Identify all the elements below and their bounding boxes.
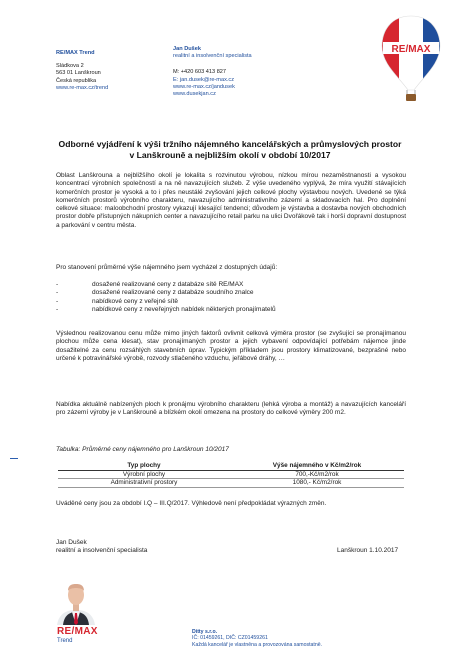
address-line: Česká republika bbox=[56, 77, 97, 84]
signature-block bbox=[56, 539, 147, 556]
list-item: - nabídkové ceny z veřejné sítě bbox=[56, 297, 178, 305]
margin-mark bbox=[10, 458, 18, 459]
footer-logo-text: RE/MAX bbox=[57, 626, 98, 637]
signature-name: Jan Dušek bbox=[56, 539, 87, 546]
table-cell: Administrativní prostory bbox=[58, 479, 230, 488]
footer-logo bbox=[57, 627, 98, 645]
phone-line: M: +420 603 413 827 bbox=[173, 69, 227, 76]
table-row bbox=[58, 470, 404, 479]
supply-paragraph: Nabídka aktuálně nabízených ploch k pronájmu výrobního charakteru (lehká výroba a montáž) a navazujících kanceláří pro zázemí výroby je v Lanškrouně a blízkém okolí omezena na prostory do celkové výměry 200 m2. bbox=[56, 401, 406, 417]
agent-website-link[interactable]: www.re-max.cz/jandusek bbox=[173, 83, 235, 90]
company-address-block bbox=[56, 50, 166, 92]
balloon-logo-text: RE/MAX bbox=[391, 44, 431, 55]
footer-company-info bbox=[192, 629, 322, 648]
list-item: - dosažené realizované ceny z databáze soudního znalce bbox=[56, 289, 254, 297]
rent-price-table bbox=[58, 462, 404, 488]
column-header: Výše nájemného v Kč/m2/rok bbox=[230, 462, 404, 470]
remax-balloon-logo bbox=[380, 14, 442, 115]
price-factors-paragraph: Výslednou realizovanou cenu může mimo jiných faktorů ovlivnit celková výměra prostor (se zvyšující se pronajímanou plochou může cena klesat), stav pronajímaných prostor a jejich vybavení odpovídající potřebám nájemce jinde dosažitelné za cenu rozsáhlých stavebních úprav. Typickým příkladem jsou prostory klimatizované, bezprašné nebo určené k potravinářské výrobě, rozvody stlačeného vzduchu, jeřábové dráhy, … bbox=[56, 330, 406, 362]
agent-name: Jan Dušek bbox=[173, 46, 201, 52]
email-link[interactable]: E: jan.dusek@re-max.cz bbox=[173, 76, 235, 83]
table-cell: Výrobní plochy bbox=[58, 470, 230, 479]
address-line: 563 01 Lanškroun bbox=[56, 70, 101, 77]
signature-role: realitní a insolvenční specialista bbox=[56, 547, 148, 555]
footer-note: Každá kancelář je vlastněna a provozována samostatně. bbox=[192, 641, 323, 648]
table-row bbox=[58, 479, 404, 488]
table-cell: 700,-Kč/m2/rok bbox=[230, 470, 404, 479]
footer-logo-sub: Trend bbox=[57, 638, 73, 644]
agent-contact-block bbox=[173, 46, 293, 98]
footer-ids: IČ: 01459261, DIČ: CZ01459261 bbox=[192, 635, 268, 642]
list-item: - dosažené realizované ceny z databáze sítě RE/MAX bbox=[56, 281, 244, 288]
market-overview-paragraph: Oblast Lanškrouna a nejbližšího okolí je lokalita s rozvinutou výrobou, nízkou mírou nezaměstnanosti a vysokou koncentrací výrobních společností a na ně navazujících služeb. Z výše uvedeného vyplývá, že míra využití stávajících komerčních prostor je vysoká a to i přes neustálé zvyšování jejich celkové plochy výstavbou nových. Uvedené se týká komerčních prostorů výrobního charakteru, navazujícího administrativního zázemí a skladovacích hal. Pro doplnění celkové situace: maloobchodní prostory vykazují klesající tendenci; důvodem je výstavba a dostavba nových obchodních prostor dobře přístupných nákupních center a navazujícího retail parku na ulici Dvořákově tak i horší dopravní dostupnost a parkování v centru města. bbox=[56, 172, 406, 229]
table-caption: Tabulka: Průměrné ceny nájemného pro Lanškroun 10/2017 bbox=[56, 446, 229, 453]
personal-website-link[interactable]: www.dusekjan.cz bbox=[173, 91, 216, 98]
data-sources-intro: Pro stanovení průměrné výše nájemného jsem vycházel z dostupných údajů: bbox=[56, 264, 278, 271]
document-title: Odborné vyjádření k výši tržního nájemného kancelářských a průmyslových prostor v Lanškrouně a nejbližším okolí v období 10/2017 bbox=[58, 139, 402, 160]
table-cell: 1080,- Kč/m2/rok bbox=[230, 479, 404, 488]
address-line: Sládkova 2 bbox=[56, 63, 84, 70]
period-note: Uváděné ceny jsou za období I.Q – III.Q/2017. Výhledově není předpokládat výrazných změn. bbox=[56, 500, 327, 507]
column-header: Typ plochy bbox=[58, 462, 230, 470]
data-sources-list bbox=[56, 281, 396, 314]
agent-photo bbox=[55, 575, 97, 625]
footer-company: Ditty s.r.o. bbox=[192, 629, 218, 635]
list-item: - nabídkové ceny z neveřejných nabídek některých pronajímatelů bbox=[56, 305, 276, 313]
company-website-link[interactable]: www.re-max.cz/trend bbox=[56, 84, 109, 91]
place-date: Lanškroun 1.10.2017 bbox=[337, 547, 399, 554]
agent-role: realitní a insolvenční specialista bbox=[173, 53, 252, 60]
company-name: RE/MAX Trend bbox=[56, 50, 95, 56]
table-header-row bbox=[58, 462, 404, 470]
